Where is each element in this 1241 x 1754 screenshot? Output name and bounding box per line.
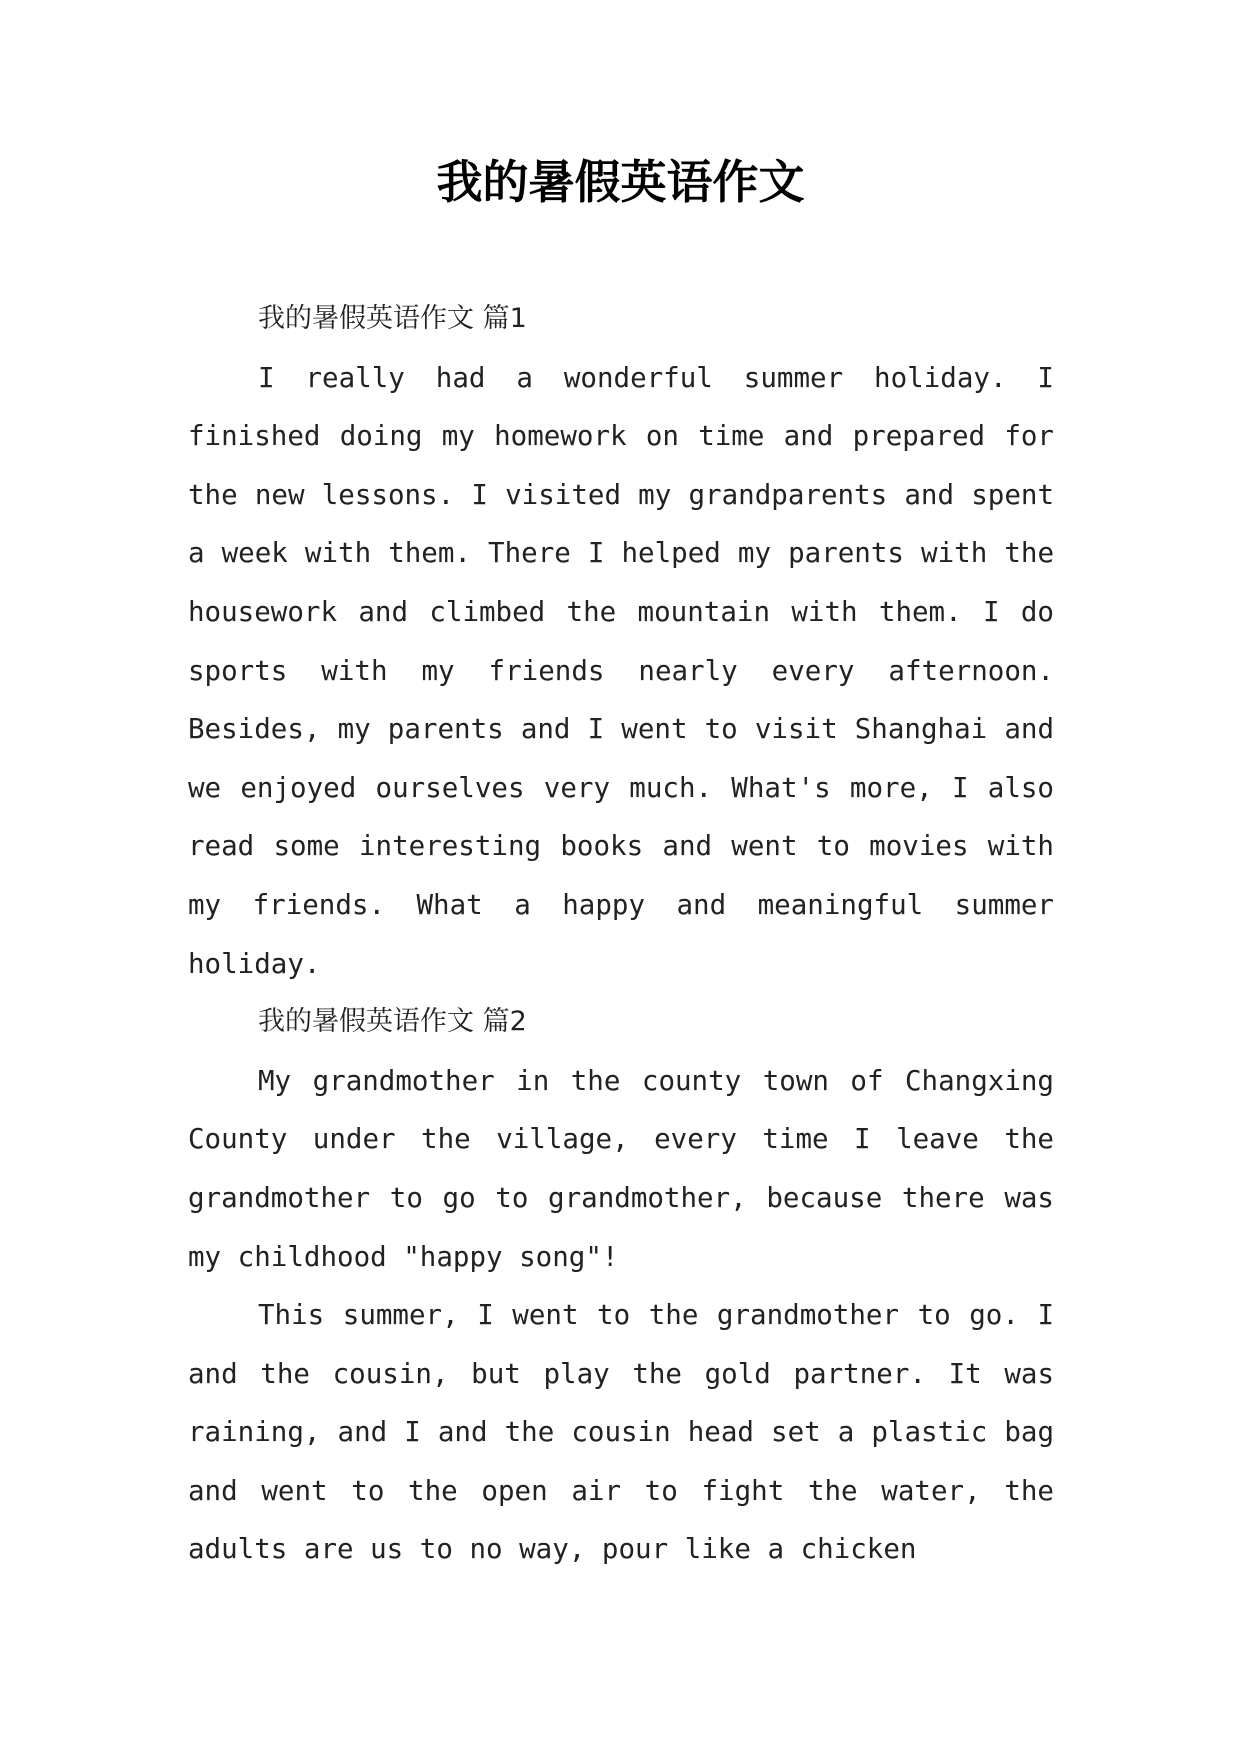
paragraph: My grandmother in the county town of Changxing County under the village, every time I leave the grandmother to go to grandmother, because there was my childhood "happy song"! (188, 1064, 1054, 1273)
document-body (188, 290, 1054, 1579)
paragraph: This summer, I went to the grandmother to go. I and the cousin, but play the gold partner. It was raining, and I and the cousin head set a plastic bag and went to the open air to fight the water, the adults are us to no way, pour like a chicken (188, 1299, 1054, 1566)
paragraph: I really had a wonderful summer holiday. I finished doing my homework on time and prepared for the new lessons. I visited my grandparents and spent a week with them. There I helped my parents with the housework and climbed the mountain with them. I do sports with my friends nearly every afternoon. Besides, my parents and I went to visit Shanghai and we enjoyed ourselves very much. What's more, I also read some interesting books and went to movies with my friends. What a happy and meaningful summer holiday. (188, 361, 1054, 980)
section-heading: 我的暑假英语作文 篇1 (258, 303, 527, 334)
section-heading: 我的暑假英语作文 篇2 (258, 1006, 527, 1038)
document-title: 我的暑假英语作文 (436, 155, 805, 209)
